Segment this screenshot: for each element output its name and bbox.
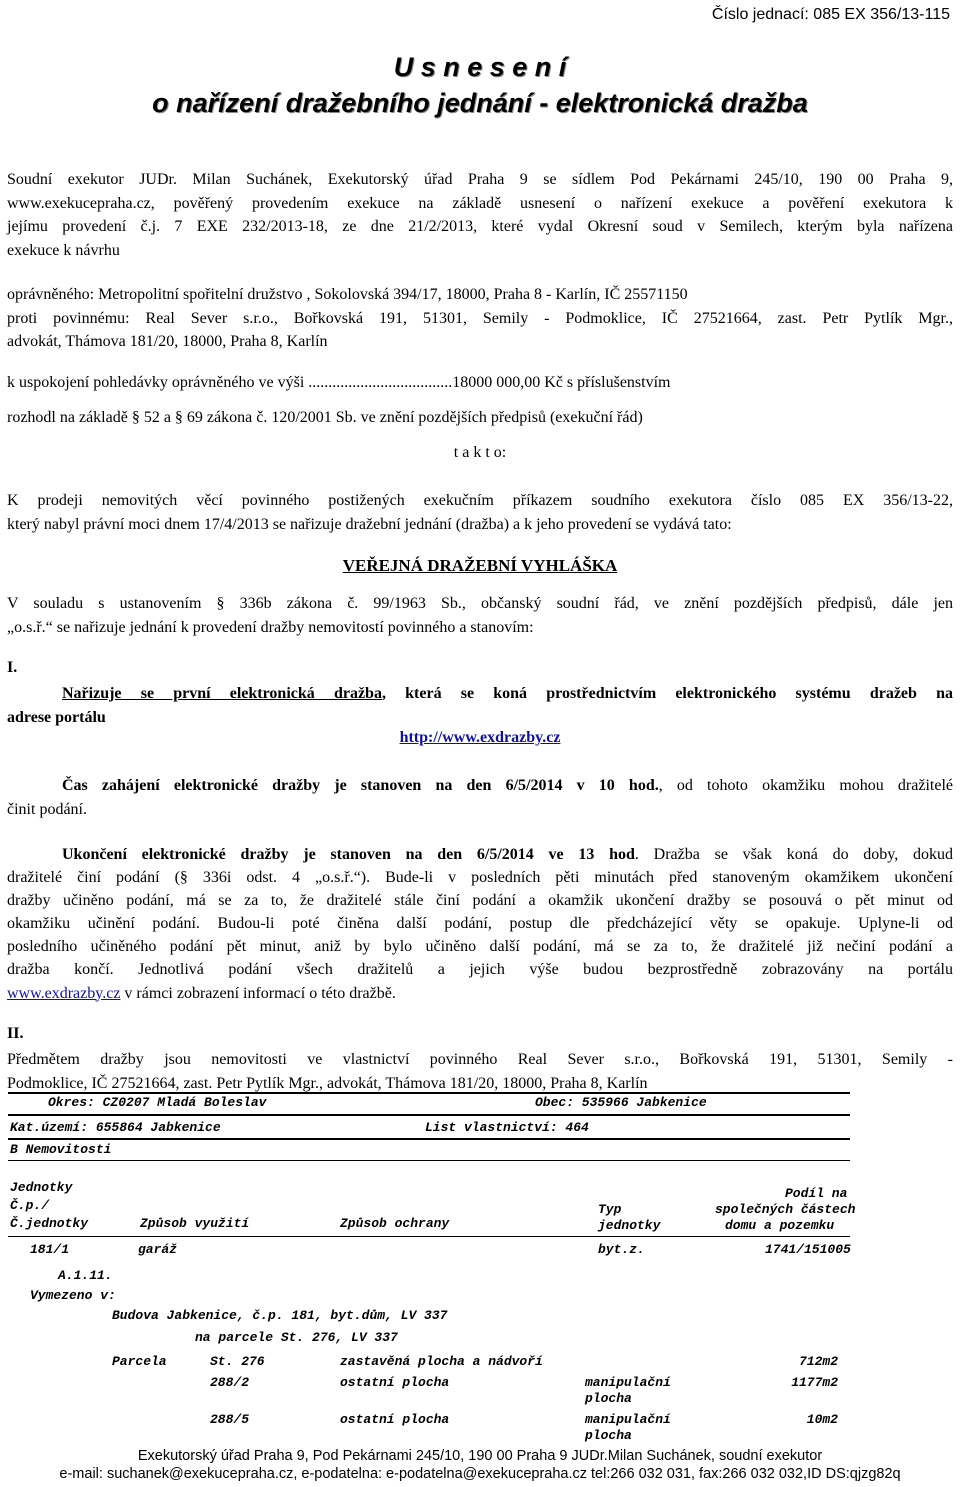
end-time-bold: Ukončení elektronické dražby je stanoven na den 6/5/2014 ve 13 hod [62, 846, 635, 863]
col-cp: Č.p./ [10, 1198, 50, 1213]
announcement-heading: VEŘEJNÁ DRAŽEBNÍ VYHLÁŠKA [342, 556, 618, 575]
portal-link-container [0, 729, 960, 747]
parcel-number: St. 276 [210, 1354, 265, 1369]
footer-office: Exekutorský úřad Praha 9, Pod Pekárnami 245/10, 190 00 Praha 9 JUDr.Milan Suchánek, soudní exekutor [137, 1448, 823, 1464]
parcel-type: ostatní plocha [340, 1411, 450, 1427]
document-title: U s n e s e n í [393, 52, 567, 82]
col-share: Podíl na [785, 1186, 848, 1201]
footer-contact: e-mail: suchanek@exekucepraha.cz, e-podatelna: e-podatelna@exekucepraha.cz tel:266 032 031, fax:266 032 032,ID DS:qjzg82q [59, 1466, 901, 1482]
end-time-line: okamžiku učinění podání. Budou-li poté činěna další podání, postup dle předcházející věty se opakuje. Uplyne-li od [7, 915, 953, 933]
defined-in-label: Vymezeno v: [30, 1288, 116, 1303]
col-unit-no: Č.jednotky [10, 1216, 89, 1231]
section-i-label: I. [7, 659, 18, 676]
divider [8, 1114, 850, 1116]
portal-link[interactable]: http://www.exdrazby.cz [399, 729, 561, 746]
divider [8, 1092, 850, 1094]
exdrazby-link[interactable]: www.exdrazby.cz [7, 984, 121, 1002]
sale-line: který nabyl právní moci dnem 17/4/2013 se nařizuje dražební jednání (dražba) a k jeho provedení se vydává tato: [7, 515, 732, 533]
section-i-paragraph [7, 682, 953, 729]
unit-use: garáž [138, 1242, 178, 1257]
section-ii-label: II. [7, 1025, 24, 1042]
intro-line: jejímu provedení č.j. 7 EXE 232/2013-18, ze dne 21/2/2013, které vydal Okresní soud v Semilech, kterým byla nařízena [7, 218, 953, 235]
col-units: Jednotky [10, 1180, 73, 1195]
parcel-use: plocha [585, 1428, 632, 1443]
end-time-tail: v rámci zobrazení informací o této dražbě. [120, 984, 396, 1002]
parcel-use: manipulační [585, 1411, 671, 1427]
start-time-paragraph [7, 774, 953, 821]
start-time-rest: , od tohoto okamžiku mohou dražitelé [658, 777, 953, 794]
col-type: Typ [598, 1202, 622, 1217]
unit-type: byt.z. [598, 1242, 645, 1257]
creditor-line: oprávněného: Metropolitní spořitelní družstvo , Sokolovská 394/17, 18000, Praha 8 - Karlín, IČ 25571150 [7, 286, 688, 303]
building-line: Budova Jabkenice, č.p. 181, byt.dům, LV 337 [112, 1308, 448, 1323]
col-type2: jednotky [598, 1218, 661, 1233]
unit-code: A.1.11. [58, 1268, 113, 1283]
end-time-line [7, 843, 953, 866]
intro-line: www.exekucepraha.cz, pověřený provedením exekuce na základě usnesení o nařízení exekuce a pověření exekutora k [7, 194, 953, 212]
col-common: společných částech [715, 1202, 856, 1217]
col-use: Způsob využití [140, 1216, 250, 1231]
intro-line: Soudní exekutor JUDr. Milan Suchánek, Exekutorský úřad Praha 9 se sídlem Pod Pekárnami 245/10, 190 00 Praha 9, [7, 171, 953, 188]
property-line: Podmoklice, IČ 27521664, zast. Petr Pytlík Mgr., advokát, Thámova 181/20, 18000, Praha 8, Karlín [7, 1074, 648, 1092]
unit-share: 1741/151005 [765, 1242, 851, 1257]
cadastral-area-label: Kat.území: 655864 Jabkenice [10, 1120, 221, 1135]
district-label: Okres: CZ0207 Mladá Boleslav [48, 1095, 267, 1110]
parcel-type: zastavěná plocha a nádvoří [340, 1354, 543, 1369]
cadastral-extract [0, 1090, 960, 1443]
end-time-line: dražitelé činí podání (§ 336i odst. 4 „o.s.ř.“). Bude-li v posledních pěti minutách před stanoveným okamžikem ukončení [7, 869, 953, 887]
legal-line: V souladu s ustanovením § 336b zákona č. 99/1963 Sb., občanský soudní řád, ve znění pozdějších předpisů, dále jen [7, 595, 953, 612]
decided-line: rozhodl na základě § 52 a § 69 zákona č. 120/2001 Sb. ve znění pozdějších předpisů (exekuční řád) [7, 409, 643, 426]
end-time-rest: . Dražba se však koná do doby, dokud [634, 846, 954, 863]
parcel-area: 1177m2 [791, 1374, 838, 1390]
end-time-paragraph [7, 843, 953, 1005]
end-time-line: posledního učiněného podání pět minut, aniž by bylo učiněno další podání, má se za to, že dražitelé již nečiní podání a [7, 938, 953, 956]
sale-line: K prodeji nemovitých věcí povinného postižených exekučním příkazem soudního exekutora číslo 085 EX 356/13-22, [7, 492, 953, 509]
parcel-area: 712m2 [798, 1354, 838, 1369]
claim-line: k uspokojení pohledávky oprávněného ve výši ....................................18000 000,00 Kč s příslušenstvím [7, 374, 671, 391]
on-parcel-line: na parcele St. 276, LV 337 [195, 1330, 398, 1345]
intro-paragraph [7, 168, 953, 262]
sale-paragraph [7, 489, 953, 536]
debtor-line: advokát, Thámova 181/20, 18000, Praha 8, Karlín [7, 333, 328, 350]
property-line: Předmětem dražby jsou nemovitosti ve vlastnictví povinného Real Sever s.r.o., Bořkovská 191, 51301, Semily - [7, 1051, 953, 1068]
portal-address-label: adrese portálu [7, 708, 106, 726]
unit-number: 181/1 [30, 1242, 70, 1257]
divider [8, 1160, 850, 1161]
parcel-number: 288/2 [210, 1374, 250, 1390]
section-b-label: B Nemovitosti [10, 1142, 112, 1157]
parcel-number: 288/5 [210, 1411, 250, 1427]
parcel-use: manipulační [585, 1374, 671, 1390]
intro-line: exekuce k návrhu [7, 241, 120, 259]
ownership-sheet-label: List vlastnictví: 464 [425, 1120, 589, 1135]
parcel-label: Parcela [112, 1354, 167, 1369]
parties-block [7, 283, 953, 354]
end-time-line: dražby učiněno podání, má se za to, že dražitelé stále činí podání a okamžik ukončení dražby se posouvá o pět minut od [7, 892, 953, 910]
end-time-line: dražba končí. Jednotlivá podání všech dražitelů a jejich výše budou bezprostředně zobrazovány na portálu [7, 961, 953, 979]
reference-number: Číslo jednací: 085 EX 356/13-115 [711, 6, 950, 23]
parcel-use: plocha [585, 1391, 632, 1406]
end-time-line [7, 982, 953, 1005]
section-ii-paragraph [7, 1048, 953, 1095]
start-time-bold: Čas zahájení elektronické dražby je stanoven na den 6/5/2014 v 10 hod. [62, 777, 659, 794]
first-auction-label: Nařizuje se první elektronická dražba [62, 685, 382, 702]
divider [8, 1138, 850, 1140]
takto-heading: t a k t o: [453, 444, 507, 461]
municipality-label: Obec: 535966 Jabkenice [535, 1095, 707, 1110]
legal-basis-paragraph [7, 592, 953, 639]
start-time-line [7, 774, 953, 798]
debtor-line: proti povinnému: Real Sever s.r.o., Bořkovská 191, 51301, Semily - Podmoklice, IČ 27521664, zast. Petr Pytlík Mgr., [7, 309, 953, 327]
col-protection: Způsob ochrany [340, 1216, 450, 1231]
first-auction-rest: , která se koná prostřednictvím elektronického systému dražeb na [381, 685, 953, 702]
divider [8, 1236, 850, 1237]
first-auction-line [7, 682, 953, 706]
document-subtitle: o nařízení dražebního jednání - elektronická dražba [152, 88, 808, 118]
col-house: domu a pozemku [725, 1218, 835, 1233]
parcel-area: 10m2 [806, 1411, 838, 1427]
parcel-type: ostatní plocha [340, 1374, 450, 1390]
legal-line: „o.s.ř.“ se nařizuje jednání k provedení dražby nemovitostí povinného a stanovím: [7, 618, 534, 636]
start-time-cont: činit podání. [7, 800, 87, 818]
